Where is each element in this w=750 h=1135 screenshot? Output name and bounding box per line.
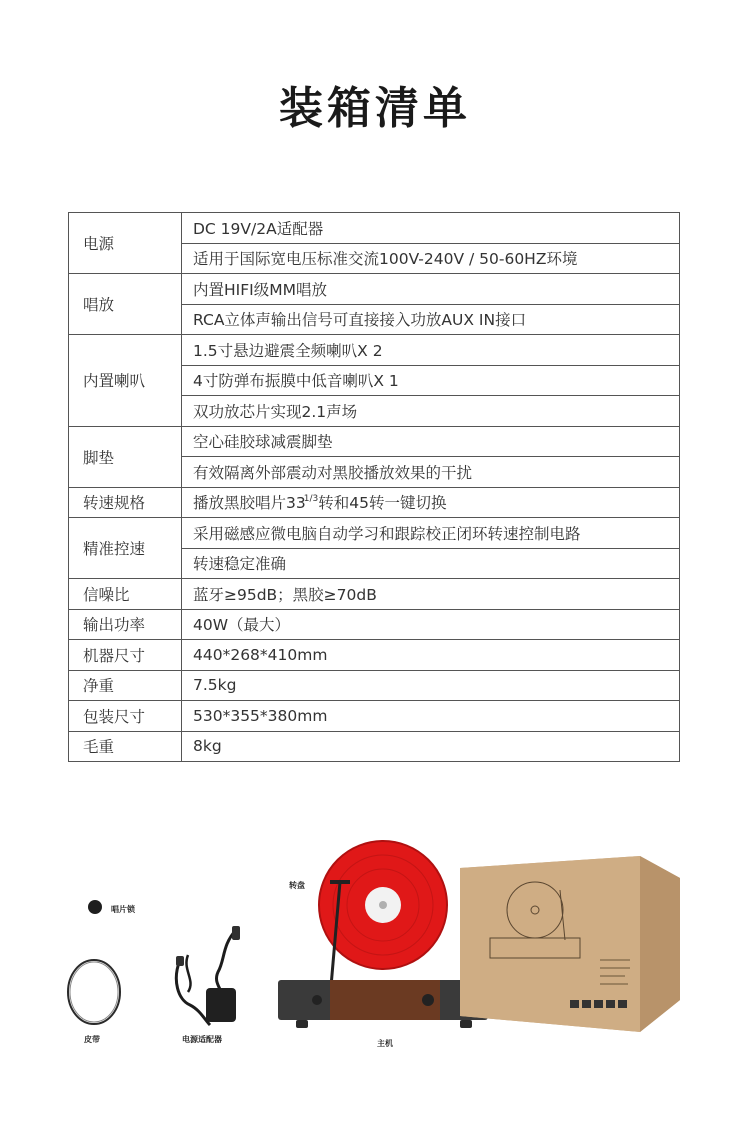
table-row (69, 335, 680, 366)
belt-icon (68, 960, 120, 1024)
spec-value: 7.5kg (182, 670, 680, 701)
spec-value: RCA立体声输出信号可直接接入功放AUX IN接口 (182, 304, 680, 335)
page-title: 装箱清单 (279, 83, 471, 134)
spec-value: 4寸防弹布振膜中低音喇叭X 1 (182, 365, 680, 396)
spec-value: 内置HIFI级MM唱放 (182, 274, 680, 305)
spec-value (182, 487, 680, 518)
record-lock-icon (88, 900, 102, 914)
spec-value: 530*355*380mm (182, 701, 680, 732)
table-row (69, 731, 680, 762)
spec-value: 蓝牙≥95dB；黑胶≥70dB (182, 579, 680, 610)
table-row (69, 579, 680, 610)
table-row (69, 274, 680, 305)
spec-value: 有效隔离外部震动对黑胶播放效果的干扰 (182, 457, 680, 488)
turntable-icon (278, 841, 488, 1028)
spec-label: 转速规格 (69, 487, 182, 518)
spec-value: DC 19V/2A适配器 (182, 213, 680, 244)
adapter-caption: 电源适配器 (182, 1035, 222, 1044)
speed-fraction: 1/3 (303, 494, 319, 505)
spec-table (68, 212, 680, 762)
spec-label: 信噪比 (69, 579, 182, 610)
speed-text-b: 转和45转一键切换 (318, 494, 447, 513)
spec-value: 转速稳定准确 (182, 548, 680, 579)
spec-label: 机器尺寸 (69, 640, 182, 671)
belt-caption: 皮带 (84, 1035, 100, 1044)
spec-label: 内置喇叭 (69, 335, 182, 427)
spec-label: 脚垫 (69, 426, 182, 487)
speed-text-a: 播放黑胶唱片33 (193, 494, 306, 513)
record-lock-caption: 唱片锁 (111, 905, 135, 914)
spec-label: 包装尺寸 (69, 701, 182, 732)
package-contents-photo (0, 820, 750, 1080)
table-row (69, 518, 680, 549)
table-row (69, 426, 680, 457)
spec-label: 精准控速 (69, 518, 182, 579)
spec-value: 空心硅胶球减震脚垫 (182, 426, 680, 457)
spec-label: 输出功率 (69, 609, 182, 640)
table-row (69, 487, 680, 518)
spec-label: 毛重 (69, 731, 182, 762)
spec-value: 8kg (182, 731, 680, 762)
spec-value: 40W（最大） (182, 609, 680, 640)
table-row (69, 670, 680, 701)
spec-label: 净重 (69, 670, 182, 701)
spec-label: 唱放 (69, 274, 182, 335)
spec-label: 电源 (69, 213, 182, 274)
spec-value: 1.5寸悬边避震全频喇叭X 2 (182, 335, 680, 366)
package-illustration (0, 820, 750, 1080)
table-row (69, 701, 680, 732)
power-adapter-icon (176, 926, 240, 1025)
spec-value: 双功放芯片实现2.1声场 (182, 396, 680, 427)
table-row (69, 609, 680, 640)
spec-value: 440*268*410mm (182, 640, 680, 671)
turntable-caption: 转盘 (289, 881, 305, 890)
spec-value: 适用于国际宽电压标准交流100V-240V / 50-60HZ环境 (182, 243, 680, 274)
package-box-icon (460, 856, 680, 1032)
main-unit-caption: 主机 (377, 1039, 393, 1048)
table-row (69, 213, 680, 244)
spec-value: 采用磁感应微电脑自动学习和跟踪校正闭环转速控制电路 (182, 518, 680, 549)
table-row (69, 640, 680, 671)
